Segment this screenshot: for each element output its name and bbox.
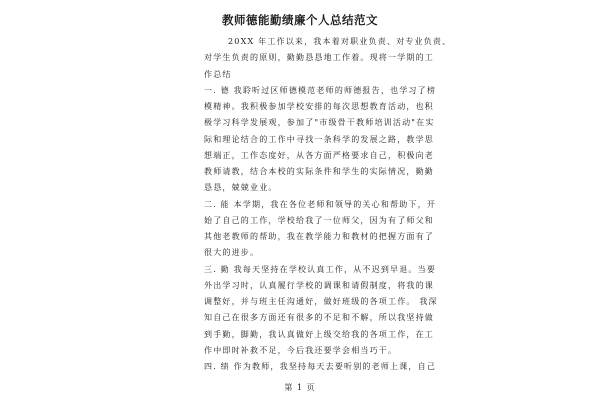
body-line: 恳恳，兢兢业业。 (204, 183, 278, 192)
body-line: 知自己在很多方面还有很多的不足和不解，所以我坚持做 (204, 313, 434, 322)
document-title: 教师德能勤绩廉个人总结范文 (222, 13, 378, 27)
page-number: 第 1 页 (284, 383, 316, 392)
body-line: 20XX 年工作以来，我本着对职业负责、对专业负责、 (228, 37, 452, 46)
body-line: 作中即时补救不足，今后我还要学会相当巧干。 (204, 346, 398, 355)
body-line: 教师请教，结合本校的实际条件和学生的实际情况，勤勤 (204, 167, 434, 176)
body-line: 外出学习时，认真履行学校的调课和请假制度，将我的课 (204, 281, 434, 290)
body-line: 想端正，工作态度好，从各方面严格要求自己，积极向老 (204, 151, 434, 160)
body-line: 调整好，并与班主任沟通好，做好班级的各项工作。 我深 (204, 297, 438, 306)
body-line: 到手勤，脚勤，我认真做好上级交给我的各项工作，在工 (204, 330, 434, 339)
body-line: 二. 能 本学期，我在各位老师和领导的关心和帮助下，开 (204, 200, 437, 209)
body-line: 际和理论结合的工作中寻找一条科学的发展之路，教学思 (204, 135, 434, 144)
body-line: 对学生负责的原则，勤勤恳恳地工作着。现将一学期的工 (204, 53, 434, 62)
body-line: 四. 绩 作为教师，我坚持每天去要听别的老师上课，自己 (204, 362, 437, 371)
body-line: 一. 德 我聆听过区师德模范老师的师德报告，也学习了榜 (204, 86, 437, 95)
body-line: 很大的进步。 (204, 248, 260, 257)
body-line: 其他老教师的帮助，我在教学能力和教材的把握方面有了 (204, 232, 434, 241)
body-line: 极学习科学发展观，参加了"市级骨干教师培训活动"在实 (204, 118, 435, 127)
body-line: 作总结 (204, 70, 232, 79)
body-line: 模精神。我积极参加学校安排的每次思想教育活动，也积 (204, 102, 434, 111)
body-line: 始了自己的工作，学校给我了一位师父，因为有了师父和 (204, 216, 434, 225)
body-line: 三. 勤 我每天坚持在学校认真工作，从不迟到早退。当要 (204, 265, 437, 274)
